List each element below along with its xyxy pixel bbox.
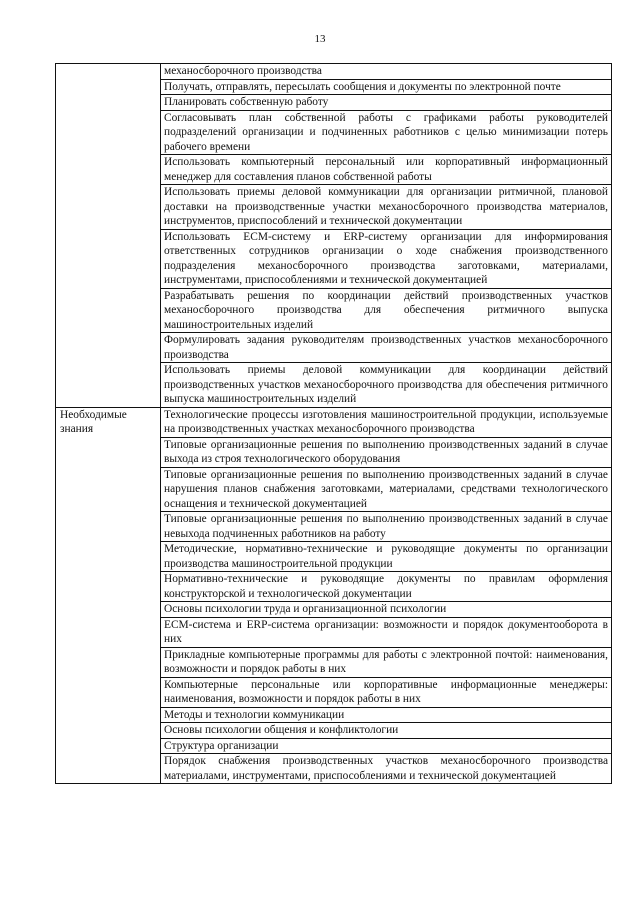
skill-item: Разрабатывать решения по координации действий производственных участков механосборочного производства для обеспечения ритмичного выпуска машиностроительных изделий [161,288,612,333]
knowledge-item: Типовые организационные решения по выполнению производственных заданий в случае выхода из строя технологического оборудования [161,437,612,467]
knowledge-item: Структура организации [161,738,612,754]
skill-item: Использовать компьютерный персональный или корпоративный информационный менеджер для составления планов собственной работы [161,155,612,185]
knowledge-item: Методические, нормативно-технические и руководящие документы по организации производства машиностроительной продукции [161,542,612,572]
knowledge-item: Методы и технологии коммуникации [161,707,612,723]
page-number: 13 [314,33,326,45]
knowledge-item: Компьютерные персональные или корпоративные информационные менеджеры: наименования, возможности и порядок работы в них [161,677,612,707]
skill-item: Формулировать задания руководителям производственных участков механосборочного производства [161,333,612,363]
knowledge-item: Технологические процессы изготовления машиностроительной продукции, используемые на производственных участках механосборочного производства [161,407,612,437]
knowledge-item: Нормативно-технические и руководящие документы по правилам оформления конструкторской и технологической документации [161,572,612,602]
skill-item: Получать, отправлять, пересылать сообщения и документы по электронной почте [161,79,612,95]
skills-label-cell [56,64,161,408]
knowledge-item: Типовые организационные решения по выполнению производственных заданий в случае невыхода подчиненных работников на работу [161,512,612,542]
knowledge-item: Прикладные компьютерные программы для работы с электронной почтой: наименования, возможности и порядок работы в них [161,647,612,677]
knowledge-item: Типовые организационные решения по выполнению производственных заданий в случае нарушения планов снабжения заготовками, материалами, средствами технологического оснащения и технической документацией [161,467,612,512]
knowledge-item: ECM-система и ERP-система организации: возможности и порядок документооборота в них [161,617,612,647]
skill-item: Планировать собственную работу [161,95,612,111]
skill-item: Использовать приемы деловой коммуникации для организации ритмичной, плановой доставки на производственные участки механосборочного производства материалов, инструментов, приспособлений и технической документации [161,185,612,230]
knowledge-item: Порядок снабжения производственных участков механосборочного производства материалами, инструментами, приспособлениями и технической документацией [161,754,612,784]
skill-item: механосборочного производства [161,64,612,80]
skill-item: Использовать приемы деловой коммуникации для координации действий производственных участков механосборочного производства для обеспечения ритмичного выпуска машиностроительных изделий [161,363,612,408]
skill-item: Использовать ECM-систему и ERP-систему организации для информирования ответственных сотрудников организации о ходе снабжения производственного подразделения механосборочного производства заготовками, материалами, инструментами, приспособлениями и технической документацией [161,229,612,288]
skill-item: Согласовывать план собственной работы с графиками работы руководителей подразделений организации и подчиненных работников с целью минимизации потерь рабочего времени [161,110,612,155]
knowledge-label: Необходимые знания [56,407,161,784]
table-row [56,64,612,80]
knowledge-item: Основы психологии общения и конфликтологии [161,723,612,739]
table-row [56,407,612,437]
requirements-table [55,63,612,784]
knowledge-item: Основы психологии труда и организационной психологии [161,602,612,618]
